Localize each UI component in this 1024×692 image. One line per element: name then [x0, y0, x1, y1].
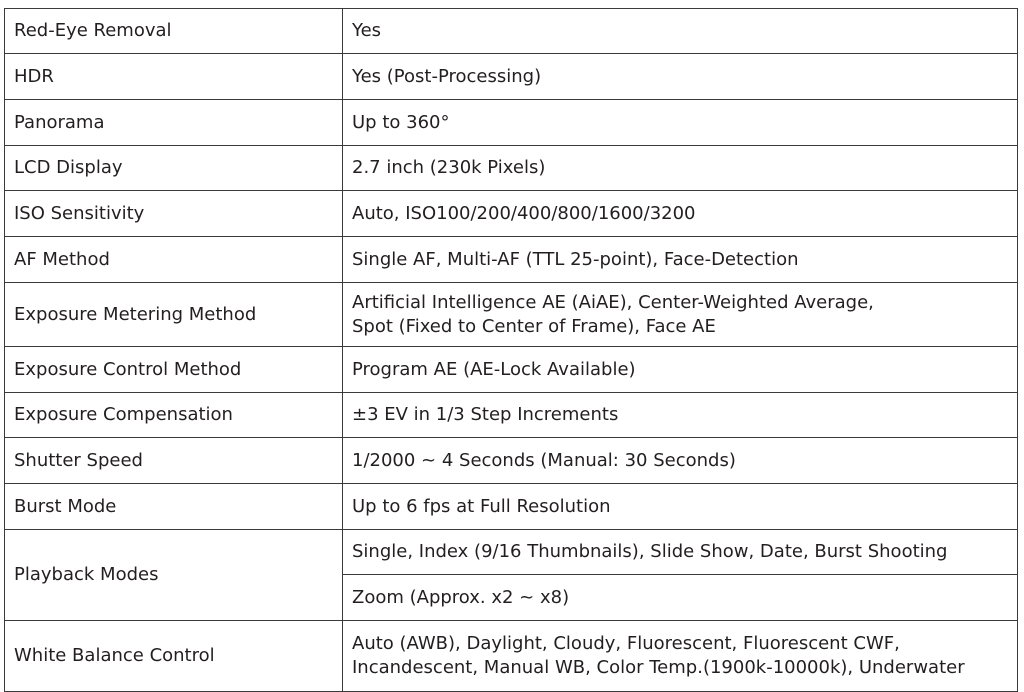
spec-label: Exposure Compensation — [5, 393, 343, 438]
table-row — [5, 393, 1018, 438]
spec-label: Exposure Control Method — [5, 347, 343, 393]
table-row — [5, 191, 1018, 237]
table-row — [5, 54, 1018, 100]
spec-label: Panorama — [5, 100, 343, 146]
table-row — [5, 438, 1018, 484]
spec-label: White Balance Control — [5, 621, 343, 692]
spec-value: Yes (Post-Processing) — [343, 54, 1018, 100]
table-row — [5, 237, 1018, 283]
spec-value — [343, 283, 1018, 347]
table-row — [5, 621, 1018, 692]
spec-value: Up to 360° — [343, 100, 1018, 146]
spec-value: Yes — [343, 9, 1018, 54]
table-row — [5, 100, 1018, 146]
spec-label: LCD Display — [5, 146, 343, 191]
spec-value: Auto, ISO100/200/400/800/1600/3200 — [343, 191, 1018, 237]
spec-label: HDR — [5, 54, 343, 100]
spec-label: Red-Eye Removal — [5, 9, 343, 54]
spec-value-line: Incandescent, Manual WB, Color Temp.(1900k-10000k), Underwater — [352, 657, 965, 678]
spec-label: Playback Modes — [5, 530, 343, 621]
specifications-table — [4, 8, 1018, 692]
spec-label: Exposure Metering Method — [5, 283, 343, 347]
spec-value: Zoom (Approx. x2 ~ x8) — [343, 575, 1018, 621]
spec-value: Up to 6 fps at Full Resolution — [343, 484, 1018, 530]
spec-label: Shutter Speed — [5, 438, 343, 484]
spec-value — [343, 621, 1018, 692]
spec-value-line: Spot (Fixed to Center of Frame), Face AE — [352, 315, 716, 337]
table-row — [5, 9, 1018, 54]
table-row — [5, 347, 1018, 393]
spec-label: ISO Sensitivity — [5, 191, 343, 237]
spec-value: Program AE (AE-Lock Available) — [343, 347, 1018, 393]
table-row — [5, 283, 1018, 347]
spec-value: 1/2000 ~ 4 Seconds (Manual: 30 Seconds) — [343, 438, 1018, 484]
table-row — [5, 530, 1018, 575]
table-row — [5, 146, 1018, 191]
table-row — [5, 484, 1018, 530]
spec-value-line: Artificial Intelligence AE (AiAE), Center-Weighted Average, — [352, 291, 874, 313]
spec-label: AF Method — [5, 237, 343, 283]
spec-value: Single AF, Multi-AF (TTL 25-point), Face-Detection — [343, 237, 1018, 283]
spec-value: ±3 EV in 1/3 Step Increments — [343, 393, 1018, 438]
spec-value: Single, Index (9/16 Thumbnails), Slide Show, Date, Burst Shooting — [343, 530, 1018, 575]
spec-value-line: Auto (AWB), Daylight, Cloudy, Fluorescent, Fluorescent CWF, — [352, 633, 900, 654]
spec-value: 2.7 inch (230k Pixels) — [343, 146, 1018, 191]
spec-label: Burst Mode — [5, 484, 343, 530]
